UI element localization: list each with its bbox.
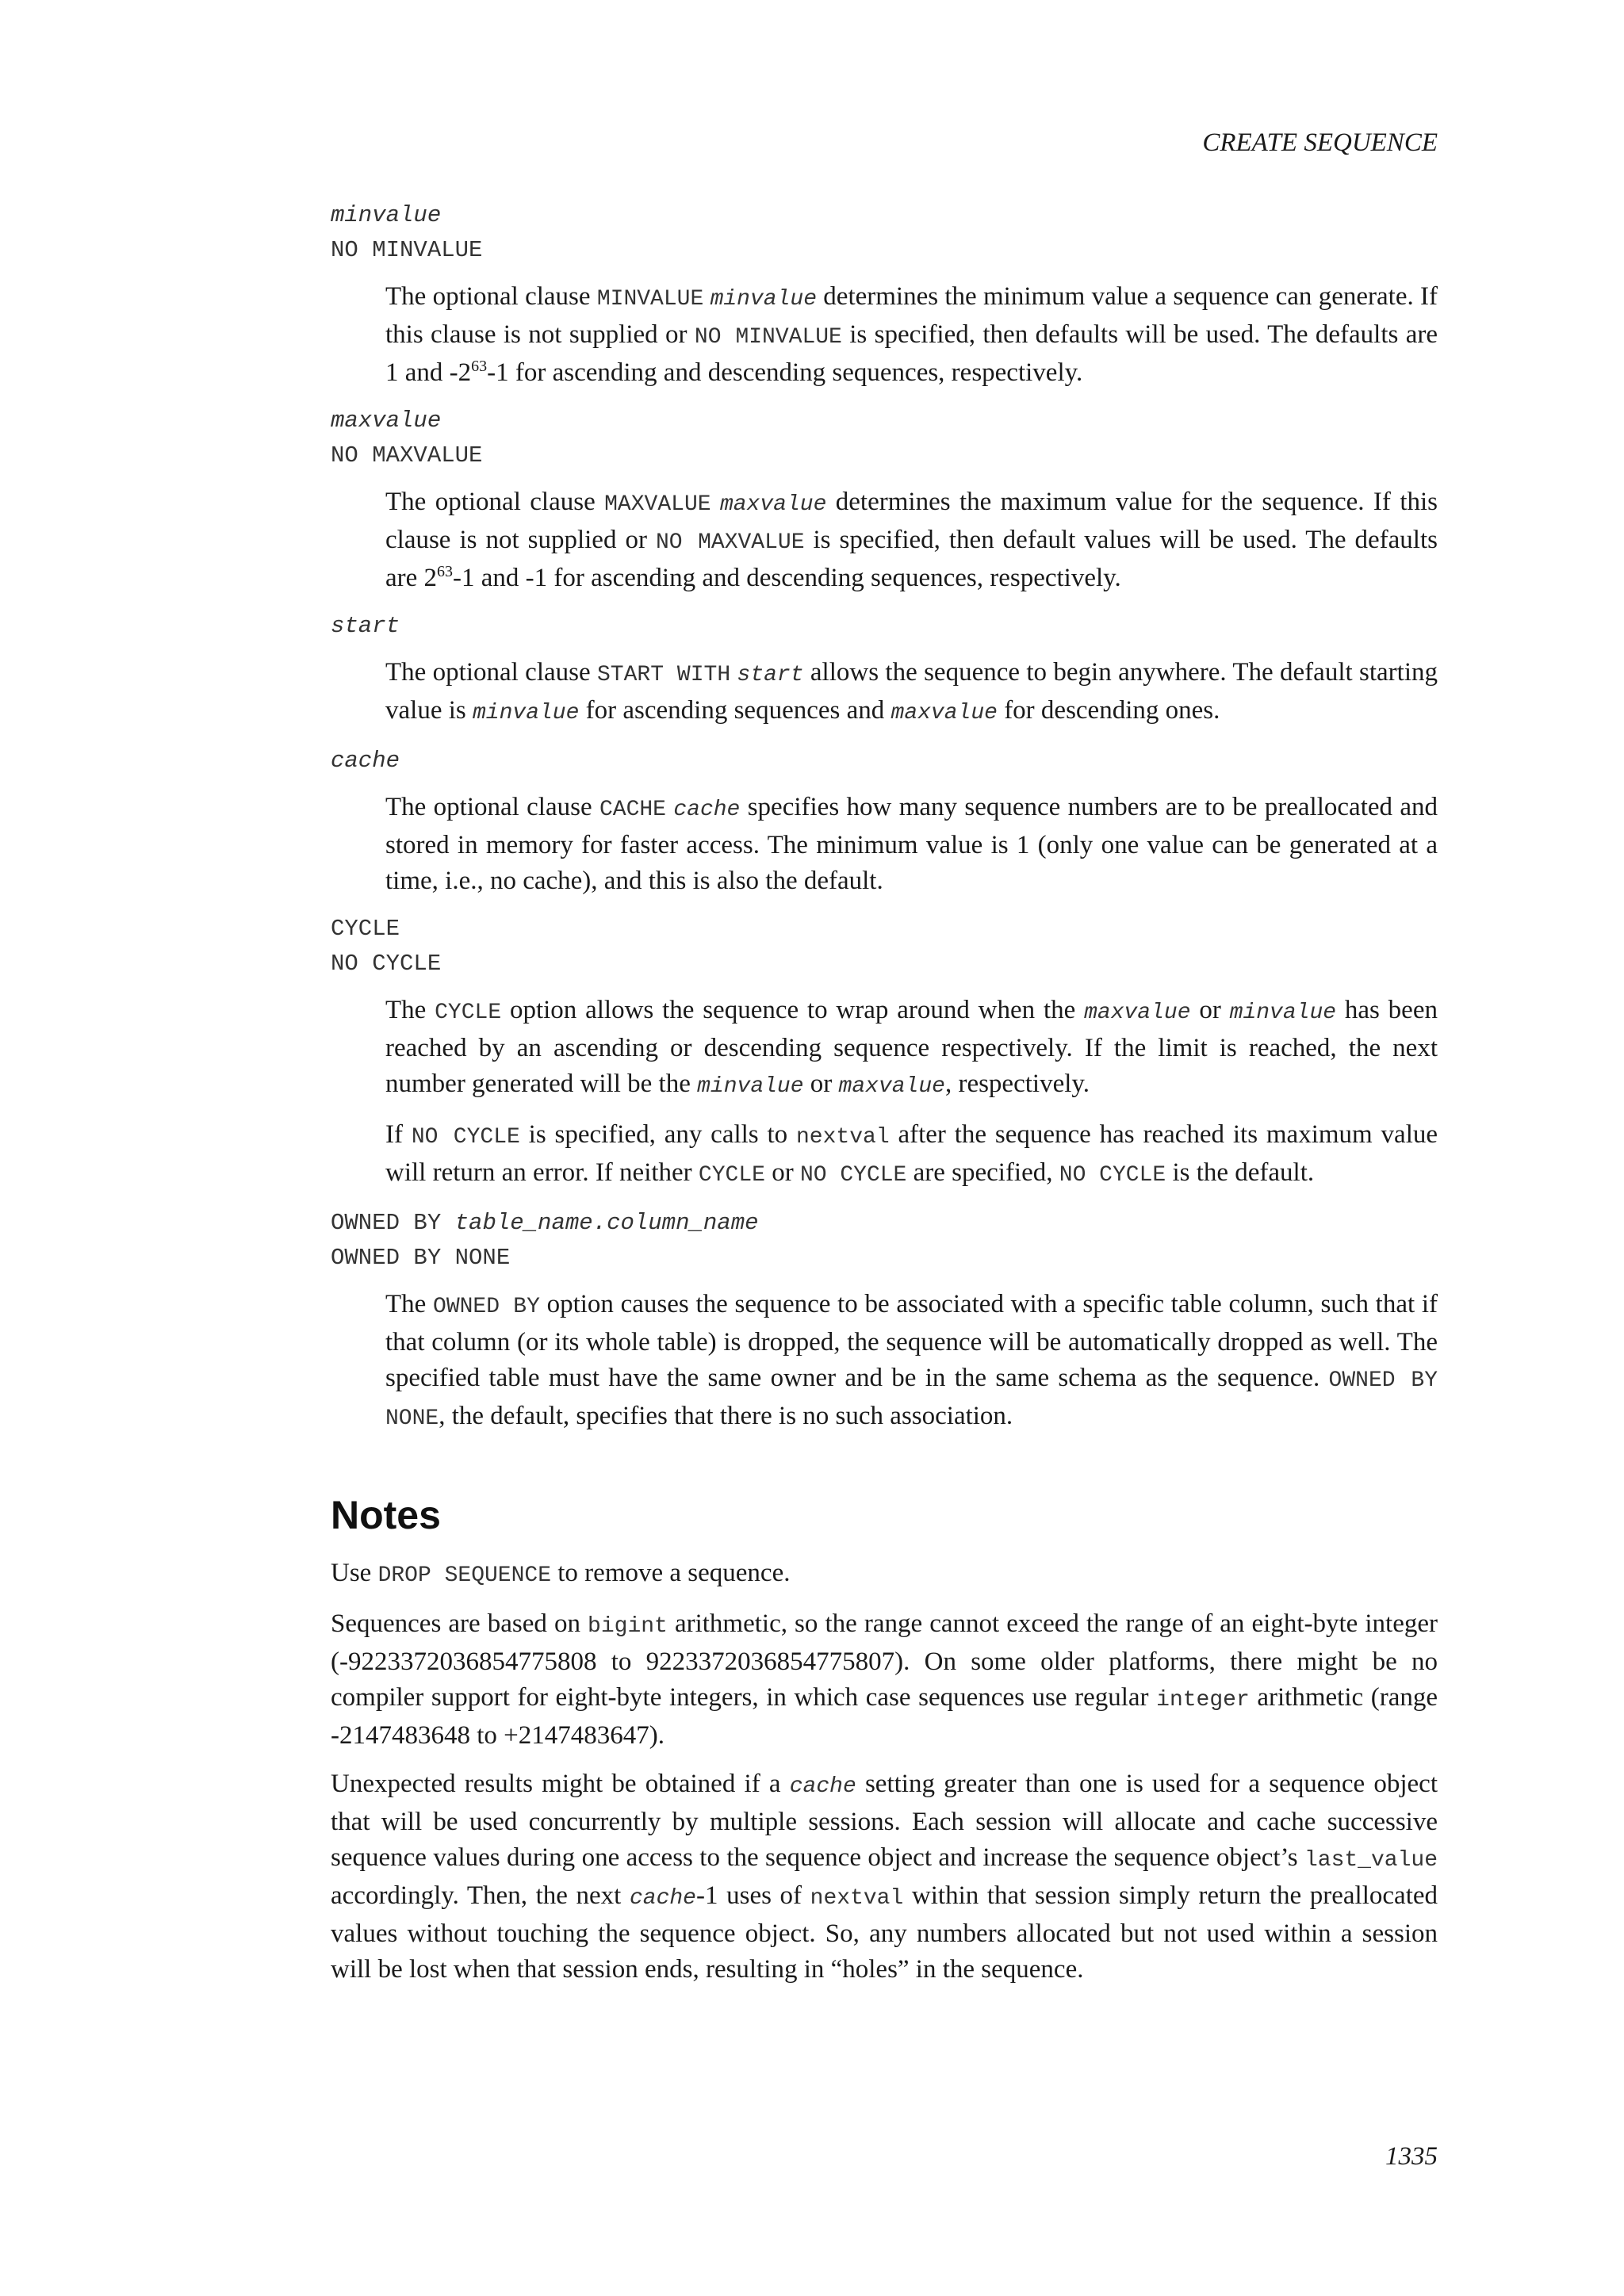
notes-paragraph-2: Sequences are based on bigint arithmetic, so the range cannot exceed the range of an eight-byte integer (-9223372036854775808 to 9223372036854775807). On some older platforms, there might be no compiler support for eight-byte integers, in which case sequences use regular integer arithmetic (range -2147483648 to +2147483647). <box>331 1609 1438 1750</box>
term-start: start <box>331 613 400 639</box>
desc-minvalue: The optional clause MINVALUE minvalue determines the minimum value a sequence can generate. If this clause is not supplied or NO MINVALUE is specified, then defaults will be used. The defaults are 1 and $-2^{63}-1$ for ascending and descending sequences, respectively. <box>385 282 1438 387</box>
desc-no-cycle: If NO CYCLE is specified, any calls to nextval after the sequence has reached its maximum value will return an error. If neither CYCLE or NO CYCLE are specified, NO CYCLE is the default. <box>385 1120 1438 1188</box>
code-minvalue: minvalue <box>472 701 580 725</box>
term-no-minvalue: NO MINVALUE <box>331 237 483 263</box>
code-nextval: nextval <box>810 1886 904 1911</box>
code-maxvalue: maxvalue <box>1084 1001 1191 1025</box>
code-integer: integer <box>1156 1688 1250 1712</box>
code-maxvalue: maxvalue <box>719 492 827 517</box>
term-maxvalue: maxvalue <box>331 408 442 434</box>
term-cycle: CYCLE <box>331 916 400 942</box>
code-no-minvalue: NO MINVALUE <box>694 325 842 350</box>
code-last-value: last_value <box>1304 1848 1438 1873</box>
code-no-cycle: NO CYCLE <box>411 1125 520 1150</box>
term-owned-by: OWNED BY table_name.column_name <box>331 1210 759 1236</box>
code-CYCLE: CYCLE <box>435 1001 502 1025</box>
code-minvalue: minvalue <box>710 287 817 312</box>
section-heading-notes: Notes <box>331 1493 441 1537</box>
document-body <box>331 198 1438 2000</box>
term-minvalue: minvalue <box>331 202 442 228</box>
code-cache: cache <box>629 1886 696 1911</box>
code-minvalue: minvalue <box>697 1074 804 1099</box>
notes-paragraph-3: Unexpected results might be obtained if a cache setting greater than one is used for a sequence object that will be used concurrently by multiple sessions. Each session will allocate and cache successive sequence values during one access to the sequence object and increase the sequence object’s last_value accordingly. Then, the next cache-1 uses of nextval within that session simply return the preallocated values without touching the sequence object. So, any numbers allocated but not used within a session will be lost when that session ends, resulting in “holes” in the sequence. <box>331 1770 1438 1984</box>
code-no-cycle: NO CYCLE <box>1059 1163 1166 1188</box>
desc-cycle: The CYCLE option allows the sequence to wrap around when the maxvalue or minvalue has been reached by an ascending or descending sequence respectively. If the limit is reached, the next number generated will be the minvalue or maxvalue, respectively. <box>385 996 1438 1099</box>
term-cache: cache <box>331 748 400 774</box>
code-minvalue: minvalue <box>1229 1001 1337 1025</box>
term-owned-by-none: OWNED BY NONE <box>331 1245 511 1271</box>
code-maxvalue: maxvalue <box>891 701 998 725</box>
code-drop-sequence: DROP SEQUENCE <box>377 1563 552 1588</box>
term-no-cycle: NO CYCLE <box>331 951 442 977</box>
page-number: 1335 <box>1385 2142 1438 2171</box>
code-MAXVALUE: MAXVALUE <box>604 492 711 517</box>
code-CYCLE: CYCLE <box>698 1163 765 1188</box>
code-no-cycle: NO CYCLE <box>799 1163 907 1188</box>
code-no-maxvalue: NO MAXVALUE <box>655 530 805 555</box>
code-start-with: START WITH <box>597 663 731 687</box>
notes-paragraph-1: Use DROP SEQUENCE to remove a sequence. <box>331 1559 791 1588</box>
term-no-maxvalue: NO MAXVALUE <box>331 442 483 469</box>
code-nextval: nextval <box>796 1125 890 1150</box>
desc-cache: The optional clause CACHE cache specifies how many sequence numbers are to be preallocated and stored in memory for faster access. The minimum value is 1 (only one value can be generated at a time, i.e., no cache), and this is also the default. <box>385 793 1438 895</box>
desc-start: The optional clause START WITH start allows the sequence to begin anywhere. The default starting value is minvalue for ascending sequences and maxvalue for descending ones. <box>385 658 1438 725</box>
code-owned-by-none: OWNED BY NONE <box>385 1368 1438 1431</box>
code-MINVALUE: MINVALUE <box>596 287 704 312</box>
code-owned-by: OWNED BY <box>433 1295 540 1319</box>
desc-owned-by: The OWNED BY option causes the sequence to be associated with a specific table column, such that if that column (or its whole table) is dropped, the sequence will be automatically dropped as well. The specified table must have the same owner and be in the same schema as the sequence. OWNED BY NONE, the default, specifies that there is no such association. <box>385 1290 1438 1431</box>
running-header: CREATE SEQUENCE <box>1202 128 1438 157</box>
code-bigint: bigint <box>588 1614 668 1639</box>
code-start: start <box>737 663 804 687</box>
code-maxvalue: maxvalue <box>838 1074 945 1099</box>
code-CACHE: CACHE <box>599 798 666 822</box>
code-cache: cache <box>673 798 741 822</box>
desc-maxvalue: The optional clause MAXVALUE maxvalue determines the maximum value for the sequence. If this clause is not supplied or NO MAXVALUE is specified, then default values will be used. The defaults are $2^{63}-1$ and -1 for ascending and descending sequences, respectively. <box>385 488 1438 592</box>
code-cache: cache <box>789 1774 856 1799</box>
